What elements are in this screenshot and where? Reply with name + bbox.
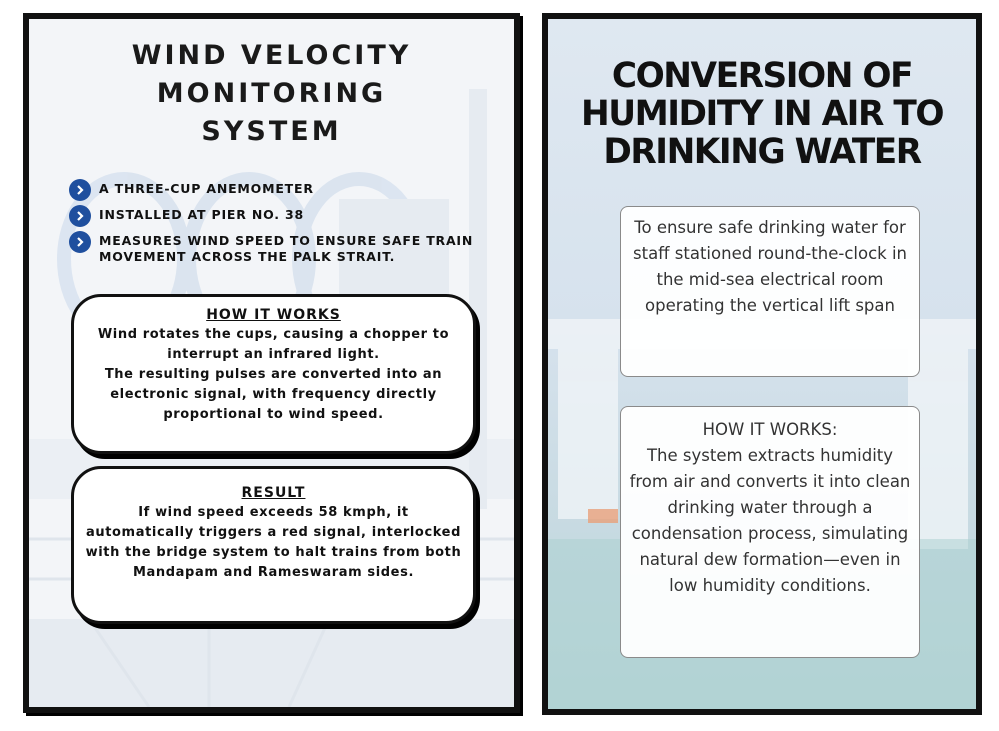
how-it-works-body: Wind rotates the cups, causing a chopper to interrupt an infrared light. The resulting pulses are converted into an electronic signal, with frequency directly proportional to wind speed. [97, 327, 450, 422]
page-title: CONVERSION OF HUMIDITY IN AIR TO DRINKING WATER [580, 56, 944, 172]
bullet-text: MEASURES WIND SPEED TO ENSURE SAFE TRAIN MOVEMENT ACROSS THE PALK STRAIT. [99, 233, 474, 264]
list-item [69, 181, 499, 201]
list-item [69, 233, 499, 265]
how-it-works-card [71, 294, 476, 454]
wind-velocity-poster [23, 13, 520, 713]
bullet-text: INSTALLED AT PIER NO. 38 [99, 207, 304, 222]
result-body: If wind speed exceeds 58 kmph, it automatically triggers a red signal, interlocked with the bridge system to halt trains from both Mandapam and Rameswaram sides. [85, 505, 462, 580]
chevron-right-icon [69, 205, 91, 227]
how-it-works-heading: HOW IT WORKS [206, 307, 341, 323]
purpose-card [620, 206, 920, 377]
purpose-text: To ensure safe drinking water for staff stationed round-the-clock in the mid-sea electrical room operating the vertical lift span [633, 218, 907, 315]
how-it-works-body: The system extracts humidity from air and converts it into clean drinking water through a condensation process, simulating natural dew formation—even in low humidity conditions. [629, 446, 911, 595]
how-it-works-card [620, 406, 920, 658]
feature-list [69, 181, 499, 271]
chevron-right-icon [69, 179, 91, 201]
how-it-works-heading: HOW IT WORKS: [702, 420, 838, 439]
chevron-right-icon [69, 231, 91, 253]
result-card [71, 466, 476, 624]
bullet-text: A THREE-CUP ANEMOMETER [99, 181, 314, 196]
humidity-water-poster [542, 13, 982, 715]
page-title: WIND VELOCITY MONITORING SYSTEM [131, 40, 412, 147]
result-heading: RESULT [241, 485, 306, 501]
list-item [69, 207, 499, 227]
